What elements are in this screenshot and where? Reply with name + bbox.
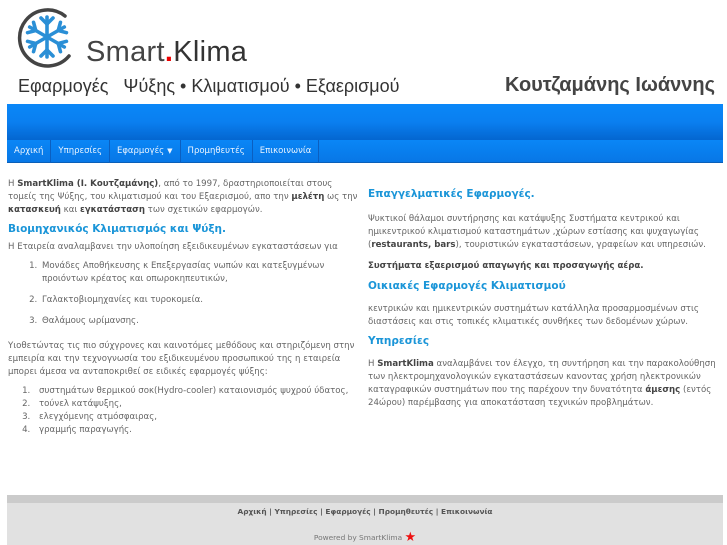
list-item: 1. συστημάτων θερμικού σοκ(Hydro-cooler) καταιονισμός ψυχρού ύδατος, (33, 385, 358, 398)
heading-services: Υπηρεσίες (368, 335, 430, 347)
heading-residential: Οικιακές Εφαρμογές Κλιματισμού (368, 280, 566, 292)
footer-divider (7, 495, 723, 503)
left-column (8, 178, 358, 437)
nav-label: Προμηθευτές (187, 146, 245, 156)
footer-link-services[interactable]: Υπηρεσίες (274, 507, 318, 516)
bold-text: Συστήματα εξαερισμού απαγωγής και προσαγωγής αέρα. (368, 261, 644, 271)
text: και (60, 205, 81, 215)
separator: | (370, 507, 379, 516)
special-applications-list (33, 385, 358, 437)
text: ), τουριστικών εγκαταστάσεων, γραφείων και υπηρεσιών. (455, 240, 706, 250)
logo-dot: . (164, 36, 174, 68)
intro-paragraph (8, 178, 358, 217)
residential-paragraph: κεντρικών και ημικεντρικών συστημάτων κατάλληλα προσαρμοσμένων στις διαστάσεις και στις τοπικές κλιματικές συνθήκες των δεδομένων χώρων. (368, 304, 699, 327)
caret-down-icon: ▼ (167, 147, 173, 155)
nav-item-applications[interactable] (110, 140, 181, 163)
professional-paragraph (368, 213, 720, 252)
text: (εντός 24ώρου) παρέμβασης για αποκατάσταση τεχνικών προβλημάτων. (368, 385, 712, 408)
heading-industrial: Βιομηχανικός Κλιματισμός και Ψύξη. (8, 223, 226, 235)
ventilation-line (368, 260, 720, 273)
text: των σχετικών εφαρμογών. (144, 205, 263, 215)
tagline: Εφαρμογές Ψύξης • Κλιματισμού • Εξαερισμού (18, 76, 400, 96)
blue-banner (7, 104, 723, 140)
separator: | (317, 507, 326, 516)
text: αναλαμβάνει τον έλεγχο, τη συντήρηση και την παρακολούθηση των ηλεκτρομηχανολογικών εγκαταστάσεων κανοντας χρήση ηλεκτρονικών καταγραφικών συστημάτων που της παρέχουν την δυνατότητα (368, 359, 716, 395)
separator: | (266, 507, 275, 516)
nav-item-home[interactable] (7, 140, 51, 163)
list-item: 2. Γαλακτοβιομηχανίες και τυροκομεία. (40, 294, 358, 307)
nav-label: Υπηρεσίες (58, 146, 102, 156)
text: , από το 1997, δραστηριοποιείται στους τομείς της Ψύξης, του κλιματισμού και του Εξαερισμού, απο την (8, 179, 333, 202)
main-nav (7, 140, 723, 163)
heading-professional: Επαγγελματικές Εφαρμογές. (368, 188, 535, 200)
logo-wordmark[interactable] (86, 36, 247, 69)
nav-label: Αρχική (14, 146, 44, 156)
brand-name: SmartKlima (377, 359, 434, 369)
powered-by-text: Powered by SmartKlima (313, 533, 403, 542)
footer-link-contact[interactable]: Επικοινωνία (441, 507, 493, 516)
footer-link-applications[interactable]: Εφαρμογές (325, 507, 371, 516)
text: ως την (324, 192, 358, 202)
snowflake-icon[interactable] (17, 8, 79, 68)
brand-name: SmartKlima (Ι. Κουτζαμάνης) (17, 179, 159, 189)
footer-link-home[interactable]: Αρχική (237, 507, 267, 516)
logo-smart: Smart (86, 36, 165, 68)
services-paragraph (368, 358, 720, 410)
owner-name: Κουτζαμάνης Ιωάννης (504, 74, 715, 96)
list-item: 3. Θαλάμους ωρίμανσης. (40, 315, 358, 328)
site-header (0, 0, 727, 103)
star-icon: ★ (404, 530, 417, 545)
text: Η (8, 179, 18, 189)
bold-text: εγκατάσταση (80, 205, 145, 215)
nav-label: Επικοινωνία (259, 146, 312, 156)
industrial-list (40, 260, 358, 328)
nav-item-services[interactable] (51, 140, 110, 163)
industrial-lead: Η Εταιρεία αναλαμβανει την υλοποίηση εξειδικευμένων εγκαταστάσεων για (8, 242, 338, 252)
bold-text: restaurants, bars (371, 240, 456, 250)
logo-klima: Klima (173, 36, 248, 68)
nav-item-contact[interactable] (253, 140, 320, 163)
text: Ψυκτικοί θάλαμοι συντήρησης και κατάψυξης Συστήματα κεντρικού και ημικεντρικού κλιματισμού καταστημάτων ,χώρων εστίασης και ψυχαγωγίας ( (368, 214, 699, 250)
list-item: 4. γραμμής παραγωγής. (33, 424, 358, 437)
footer-links (7, 507, 723, 516)
list-item: 3. ελεγχόμενης ατμόσφαιρας, (33, 411, 358, 424)
text: Η (368, 359, 378, 369)
bold-text: άμεσης (645, 385, 681, 395)
bold-text: κατασκευή (8, 205, 61, 215)
footer-link-suppliers[interactable]: Προμηθευτές (378, 507, 434, 516)
nav-item-suppliers[interactable] (181, 140, 253, 163)
powered-by (7, 530, 723, 545)
site-footer (7, 503, 723, 545)
bold-text: μελέτη (291, 192, 325, 202)
list-item: 2. τούνελ κατάψυξης, (33, 398, 358, 411)
nav-label: Εφαρμογές (116, 146, 165, 156)
special-applications-paragraph: Υιοθετώντας τις πιο σύχγρονες και καινοτόμες μεθόδους και στηριζόμενη στην εμπειρία και την τεχνογνωσία του εξιδικευμένου προσωπικού της η εταιρεία μπορει άμεσα να ανταποκριθεί σε ειδικές εφαρμογές ψύξης: (8, 341, 355, 377)
separator: | (433, 507, 442, 516)
right-column (368, 188, 720, 410)
list-item: 1. Μονάδες Αποθήκευσης κ Επεξεργασίας νωπών και κατεξυγμένων προιόντων κρέατος και οπωροκηπευτικών, (40, 260, 358, 286)
